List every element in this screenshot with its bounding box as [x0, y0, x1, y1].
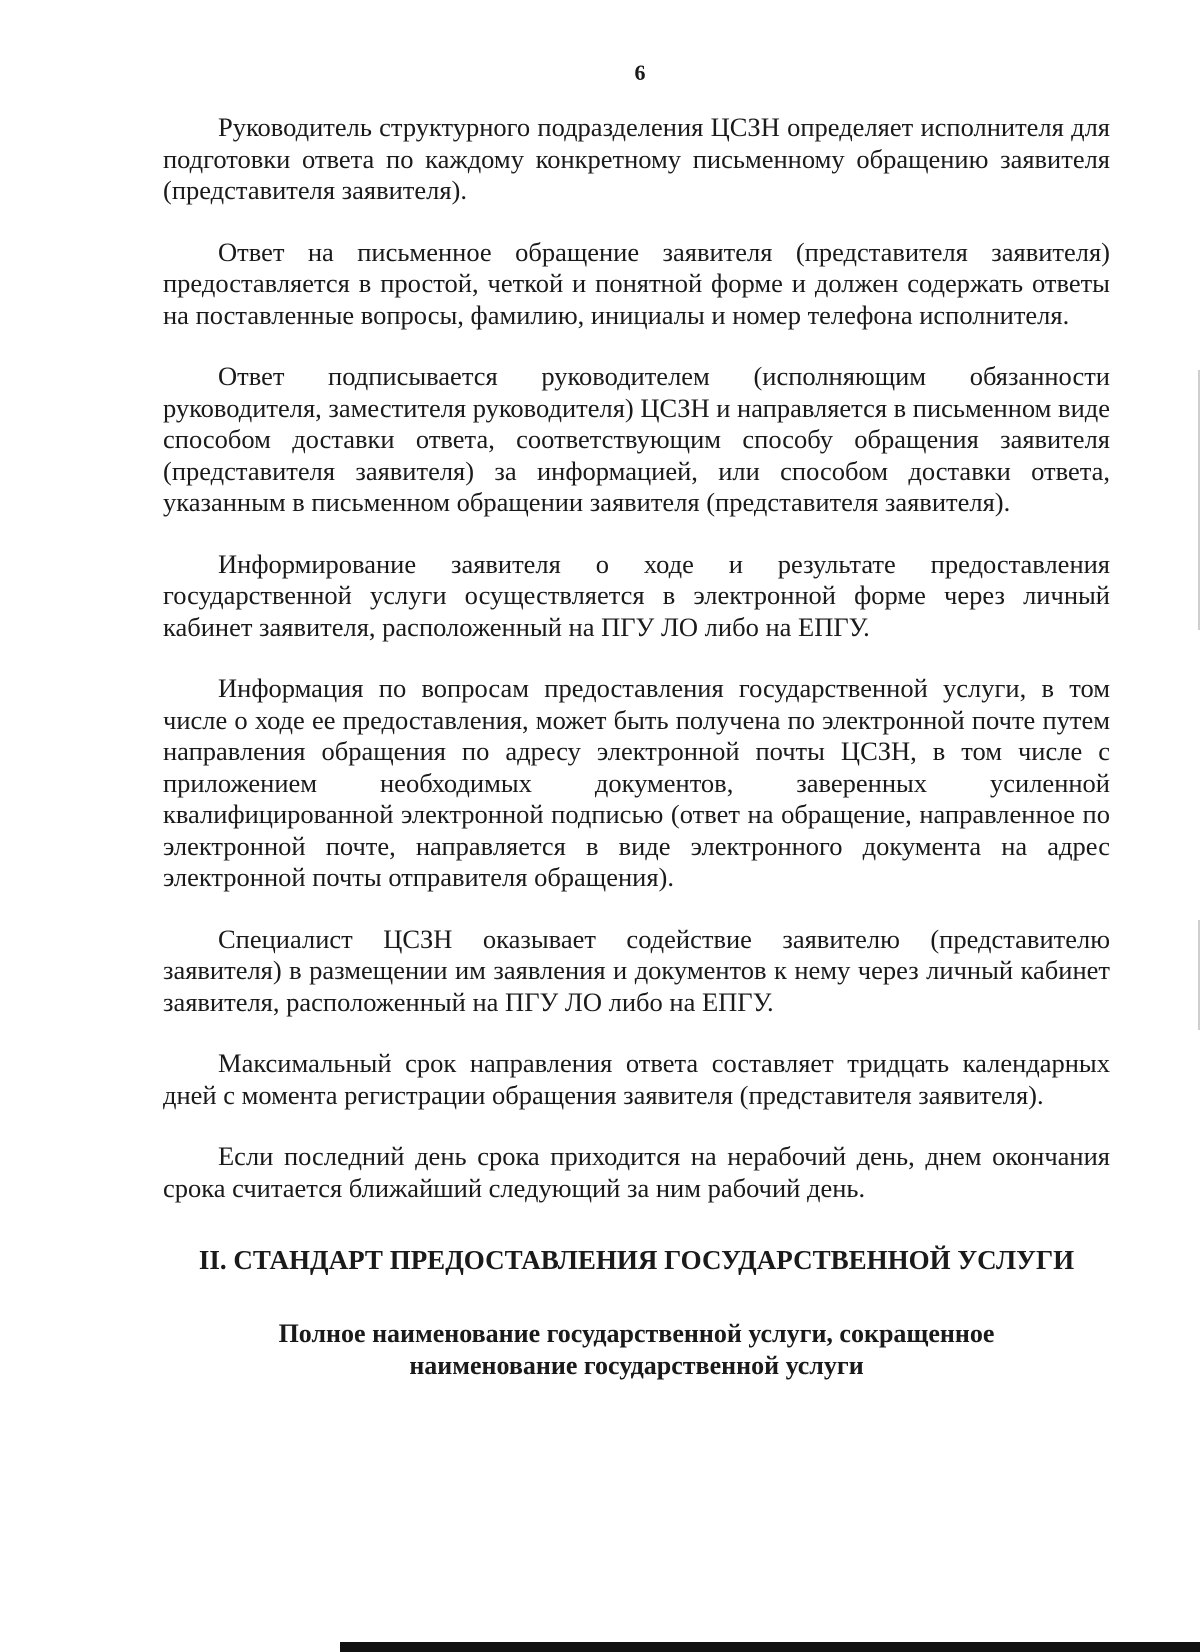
- paragraph: Максимальный срок направления ответа составляет тридцать календарных дней с момента регистрации обращения заявителя (представителя заявителя).: [163, 1048, 1110, 1110]
- paragraph: Ответ подписывается руководителем (исполняющим обязанности руководителя, заместителя руководителя) ЦСЗН и направляется в письменном виде способом доставки ответа, соответствующим способу обращения заявителя (представителя заявителя) за информацией, или способом доставки ответа, указанным в письменном обращении заявителя (представителя заявителя).: [163, 361, 1110, 517]
- paragraph: Информация по вопросам предоставления государственной услуги, в том числе о ходе ее предоставления, может быть получена по электронной почте путем направления обращения по адресу электронной почты ЦСЗН, в том числе с приложением необходимых документов, заверенных усиленной квалифицированной электронной подписью (ответ на обращение, направленное по электронной почте, направляется в виде электронного документа на адрес электронной почты отправителя обращения).: [163, 673, 1110, 892]
- paragraph: Если последний день срока приходится на нерабочий день, днем окончания срока считается ближайший следующий за ним рабочий день.: [163, 1141, 1110, 1203]
- paragraph: Ответ на письменное обращение заявителя (представителя заявителя) предоставляется в простой, четкой и понятной форме и должен содержать ответы на поставленные вопросы, фамилию, инициалы и номер телефона исполнителя.: [163, 236, 1110, 330]
- page-number: 6: [634, 60, 646, 85]
- document-body: [163, 112, 1110, 1382]
- paragraph: Информирование заявителя о ходе и результате предоставления государственной услуги осуществляется в электронной форме через личный кабинет заявителя, расположенный на ПГУ ЛО либо на ЕПГУ.: [163, 548, 1110, 642]
- section-heading: II. СТАНДАРТ ПРЕДОСТАВЛЕНИЯ ГОСУДАРСТВЕННОЙ УСЛУГИ: [198, 1245, 1075, 1275]
- scan-bottom-edge: [340, 1642, 1200, 1652]
- subsection-heading: Полное наименование государственной услуги, сокращенное наименование государственной услуги: [278, 1319, 995, 1380]
- paragraph: Специалист ЦСЗН оказывает содействие заявителю (представителю заявителя) в размещении им заявления и документов к нему через личный кабинет заявителя, расположенный на ПГУ ЛО либо на ЕПГУ.: [163, 923, 1110, 1017]
- paragraph: Руководитель структурного подразделения ЦСЗН определяет исполнителя для подготовки ответа по каждому конкретному письменному обращению заявителя (представителя заявителя).: [163, 112, 1110, 205]
